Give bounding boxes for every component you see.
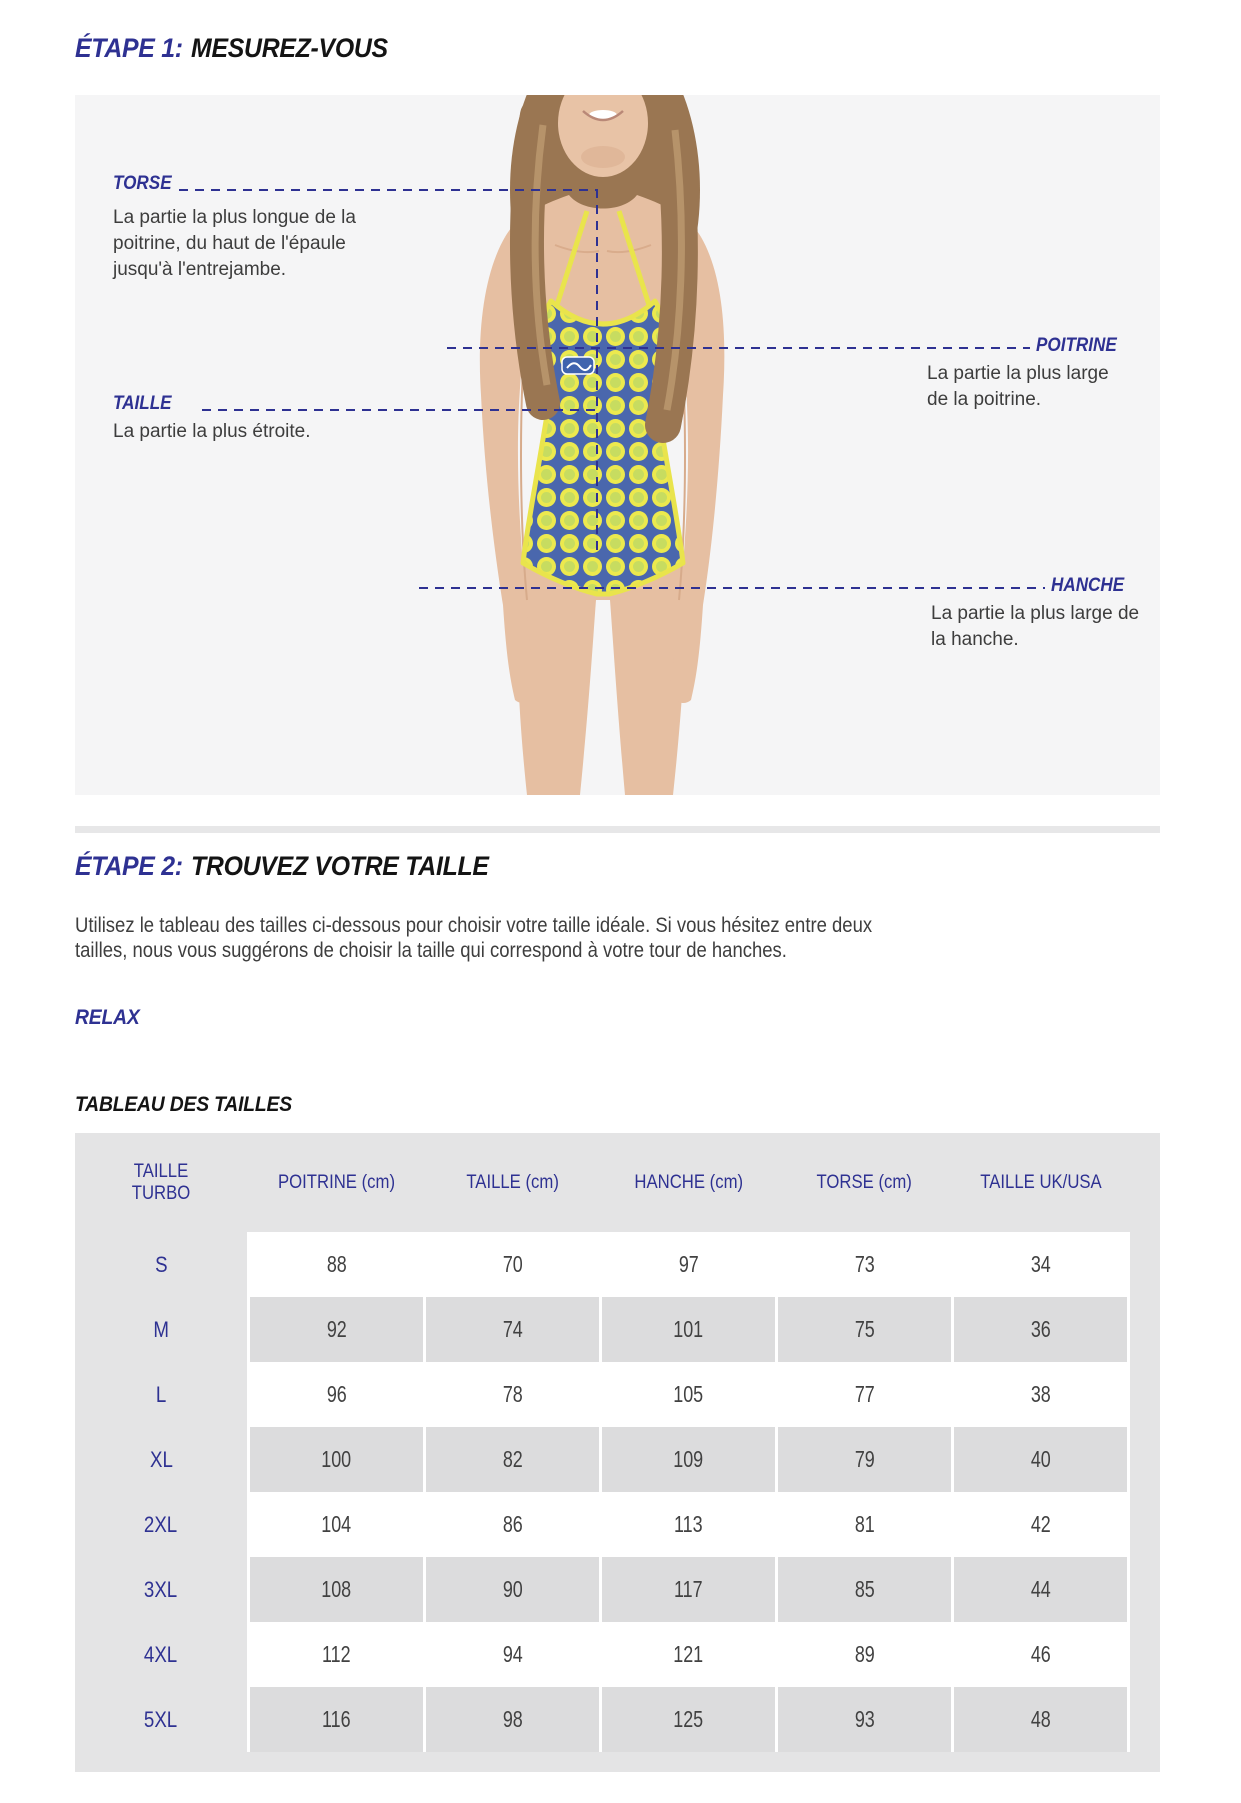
section-divider [75, 826, 1160, 833]
measurement-value-cell: 73 [778, 1232, 951, 1297]
step1-heading-title: MESUREZ-VOUS [191, 33, 388, 63]
measurement-value-cell: 75 [778, 1297, 951, 1362]
model-photo [75, 95, 1160, 795]
table-row [75, 1687, 1160, 1752]
size-table-header [75, 1133, 1160, 1232]
row-right-padding [1130, 1622, 1160, 1687]
size-label-cell: 5XL [75, 1687, 247, 1752]
measurement-value-cell: 34 [954, 1232, 1127, 1297]
torse-vertical-dash-line [596, 189, 598, 556]
column-header-torse: TORSE (cm) [816, 1171, 913, 1193]
measurement-value-cell: 38 [954, 1362, 1127, 1427]
step2-heading [75, 851, 489, 882]
row-right-padding [1130, 1687, 1160, 1752]
torse-label: TORSE [113, 173, 172, 194]
table-row [75, 1557, 1160, 1622]
measurement-value-cell: 42 [954, 1492, 1127, 1557]
measurement-value-cell: 100 [250, 1427, 423, 1492]
measurement-value-cell: 89 [778, 1622, 951, 1687]
measurement-value-cell: 104 [250, 1492, 423, 1557]
measurement-value-cell: 48 [954, 1687, 1127, 1752]
size-label-cell: S [75, 1232, 247, 1297]
measurement-value-cell: 108 [250, 1557, 423, 1622]
size-table [75, 1133, 1160, 1772]
measurement-value-cell: 90 [426, 1557, 599, 1622]
measurement-value-cell: 101 [602, 1297, 775, 1362]
step1-heading [75, 33, 388, 64]
torse-dash-line [179, 189, 598, 191]
measurement-value-cell: 82 [426, 1427, 599, 1492]
row-right-padding [1130, 1492, 1160, 1557]
measurement-value-cell: 36 [954, 1297, 1127, 1362]
measurement-value-cell: 116 [250, 1687, 423, 1752]
measurement-value-cell: 74 [426, 1297, 599, 1362]
table-row [75, 1232, 1160, 1297]
measurement-photo-panel [75, 95, 1160, 795]
taille-description: La partie la plus étroite. [113, 421, 311, 442]
measurement-value-cell: 112 [250, 1622, 423, 1687]
measurement-value-cell: 96 [250, 1362, 423, 1427]
measurement-value-cell: 94 [426, 1622, 599, 1687]
step2-heading-title: TROUVEZ VOTRE TAILLE [191, 851, 489, 881]
table-row [75, 1362, 1160, 1427]
poitrine-description: La partie la plus large de la poitrine. [927, 363, 1109, 410]
taille-label: TAILLE [113, 393, 172, 414]
table-row [75, 1427, 1160, 1492]
column-header-poitrine: POITRINE (cm) [277, 1171, 396, 1193]
measurement-value-cell: 125 [602, 1687, 775, 1752]
measurement-value-cell: 70 [426, 1232, 599, 1297]
size-label-cell: M [75, 1297, 247, 1362]
table-row [75, 1492, 1160, 1557]
measurement-value-cell: 109 [602, 1427, 775, 1492]
measurement-value-cell: 85 [778, 1557, 951, 1622]
measurement-value-cell: 97 [602, 1232, 775, 1297]
measurement-value-cell: 78 [426, 1362, 599, 1427]
column-header-hanche: HANCHE (cm) [634, 1171, 743, 1193]
size-label-cell: 3XL [75, 1557, 247, 1622]
measurement-value-cell: 88 [250, 1232, 423, 1297]
measurement-value-cell: 77 [778, 1362, 951, 1427]
row-right-padding [1130, 1427, 1160, 1492]
measurement-value-cell: 93 [778, 1687, 951, 1752]
measurement-value-cell: 117 [602, 1557, 775, 1622]
measurement-value-cell: 40 [954, 1427, 1127, 1492]
step1-heading-prefix: ÉTAPE 1: [75, 33, 183, 63]
size-label-cell: L [75, 1362, 247, 1427]
measurement-value-cell: 86 [426, 1492, 599, 1557]
column-header-taille: TAILLE (cm) [466, 1171, 559, 1193]
measurement-value-cell: 46 [954, 1622, 1127, 1687]
hanche-dash-line [419, 587, 1045, 589]
size-table-title: TABLEAU DES TAILLES [75, 1093, 292, 1116]
relax-label: RELAX [75, 1006, 140, 1029]
measurement-value-cell: 113 [602, 1492, 775, 1557]
size-advice-paragraph: Utilisez le tableau des tailles ci-dessous pour choisir votre taille idéale. Si vous hésitez entre deux tailles, nous vous suggérons de choisir la taille qui correspond à votre tour de hanches. [75, 914, 873, 962]
taille-dash-line [202, 409, 598, 411]
row-right-padding [1130, 1232, 1160, 1297]
hanche-label: HANCHE [1051, 575, 1125, 596]
turbo-logo [562, 357, 594, 374]
column-header-taille-turbo: TAILLE TURBO [131, 1160, 191, 1204]
poitrine-label: POITRINE [1036, 335, 1117, 356]
measurement-value-cell: 81 [778, 1492, 951, 1557]
measurement-value-cell: 44 [954, 1557, 1127, 1622]
row-right-padding [1130, 1297, 1160, 1362]
torse-description: La partie la plus longue de la poitrine, du haut de l'épaule jusqu'à l'entrejambe. [113, 207, 356, 280]
table-row [75, 1622, 1160, 1687]
size-label-cell: XL [75, 1427, 247, 1492]
table-row [75, 1297, 1160, 1362]
column-header-taille-uk-usa: TAILLE UK/USA [979, 1171, 1102, 1193]
size-label-cell: 2XL [75, 1492, 247, 1557]
measurement-value-cell: 79 [778, 1427, 951, 1492]
poitrine-dash-line [447, 347, 1030, 349]
measurement-value-cell: 92 [250, 1297, 423, 1362]
measurement-value-cell: 105 [602, 1362, 775, 1427]
hanche-description: La partie la plus large de la hanche. [931, 603, 1140, 650]
measurement-value-cell: 121 [602, 1622, 775, 1687]
row-right-padding [1130, 1557, 1160, 1622]
measurement-value-cell: 98 [426, 1687, 599, 1752]
size-table-body [75, 1232, 1160, 1752]
step2-heading-prefix: ÉTAPE 2: [75, 851, 183, 881]
size-label-cell: 4XL [75, 1622, 247, 1687]
row-right-padding [1130, 1362, 1160, 1427]
